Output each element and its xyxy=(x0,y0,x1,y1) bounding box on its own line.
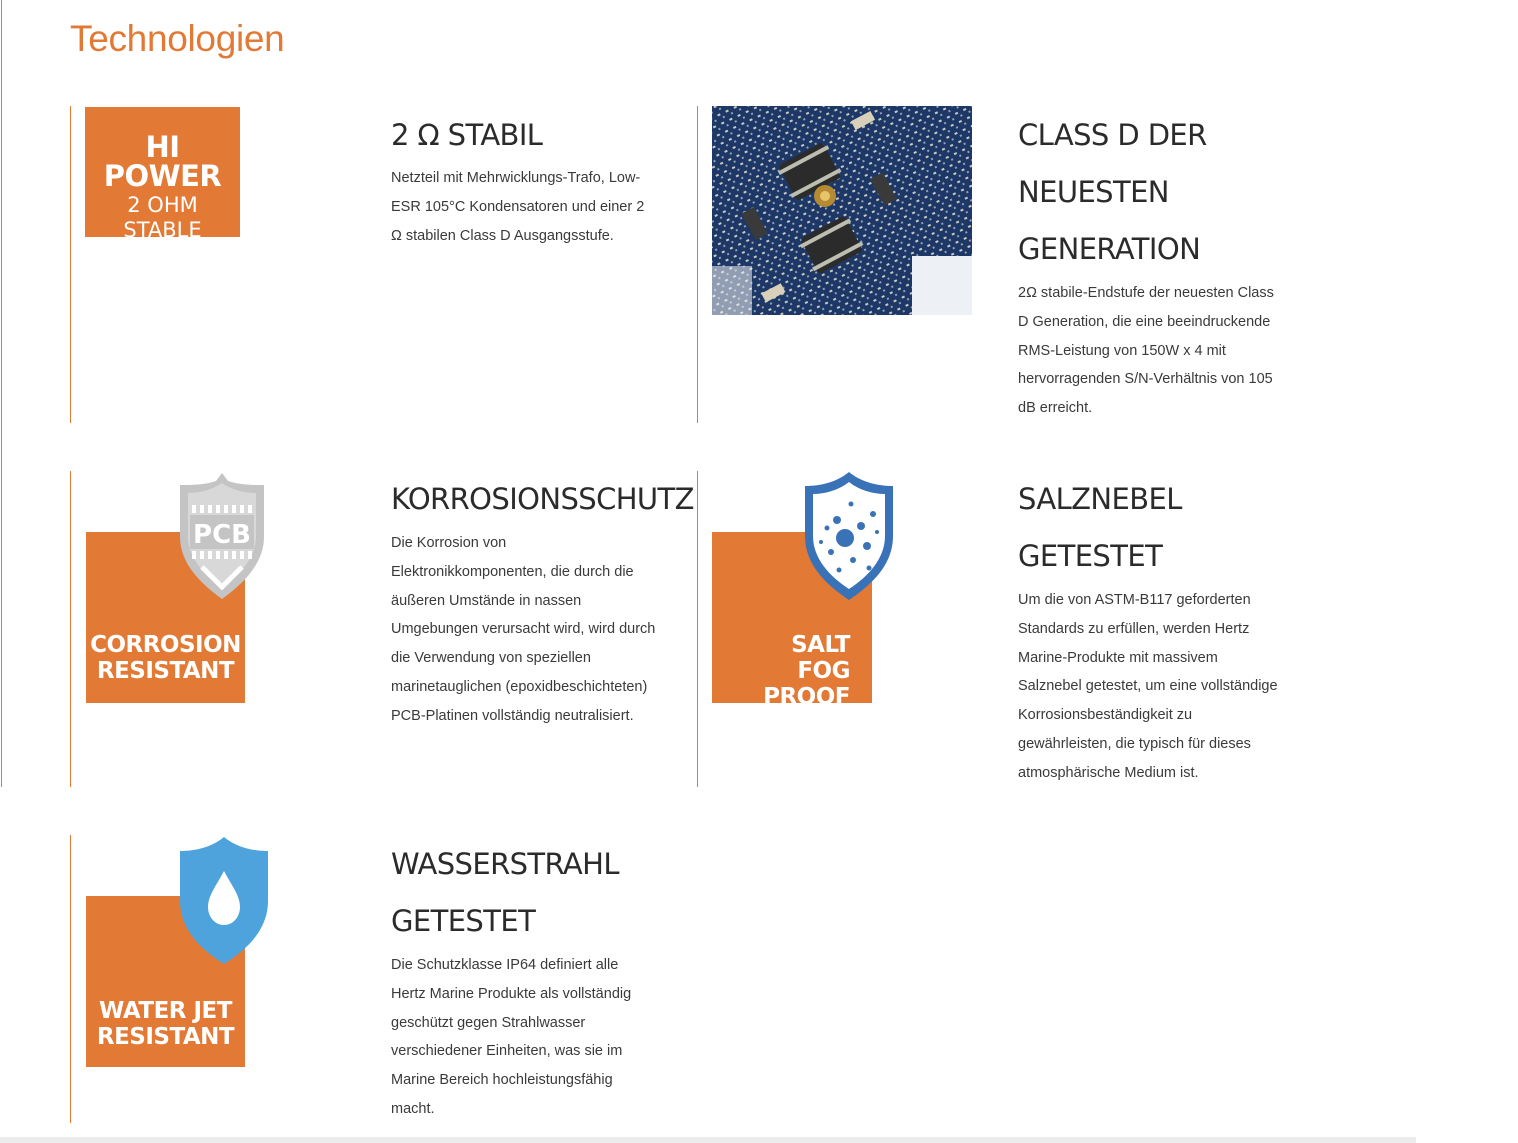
badge-title: CORROSION xyxy=(90,632,241,658)
feature-text: 2Ω stabile-Endstufe der neuesten Class D Generation, die eine beeindruckende RMS-Leistung von 150W x 4 mit hervorragenden S/N-Verhältnis von 105 dB erreicht. xyxy=(1018,285,1274,417)
salt-fog-shield-icon xyxy=(803,470,895,602)
divider-line xyxy=(697,106,698,423)
page-edge-line xyxy=(1,0,2,787)
feature-text: Netzteil mit Mehrwicklungs-Trafo, Low-ESR 105°C Kondensatoren und einer 2 Ω stabilen Class D Ausgangsstufe. xyxy=(391,170,645,244)
divider-line xyxy=(70,835,71,1123)
badge-subtitle: PROOF xyxy=(763,684,850,710)
divider-line xyxy=(70,471,71,787)
hi-power-badge xyxy=(85,107,240,242)
pcb-shield-icon xyxy=(176,471,268,601)
badge-title: HI POWER xyxy=(103,130,222,193)
divider-line xyxy=(70,106,71,423)
feature-title: 2 Ω STABIL xyxy=(391,118,543,152)
badge-subtitle: RESISTANT xyxy=(96,658,235,684)
divider-line xyxy=(697,471,698,787)
feature-title: SALZNEBEL GETESTET xyxy=(1018,482,1182,573)
feature-text: Die Korrosion von Elektronikkomponenten, die durch die äußeren Umstände in nassen Umgebungen verursacht wird, wird durch die Verwendung von speziellen marinetauglichen (epoxidbeschichteten) PCB-Platinen vollständig neutralisiert. xyxy=(391,535,656,724)
badge-subtitle: STABLE xyxy=(123,218,202,242)
circuit-board-image xyxy=(712,106,972,315)
feature-text: Um die von ASTM-B117 geforderten Standards zu erfüllen, werden Hertz Marine-Produkte mit massivem Salznebel getestet, um eine vollständige Korrosionsbeständigkeit zu gewährleisten, die typisch für dieses atmosphärische Medium ist. xyxy=(1018,592,1278,781)
feature-title: KORROSIONSSCHUTZ xyxy=(391,482,694,516)
page-title: Technologien xyxy=(70,18,285,59)
feature-text: Die Schutzklasse IP64 definiert alle Hertz Marine Produkte als vollständig geschützt gegen Strahlwasser verschiedener Einheiten, was sie im Marine Bereich hochleistungsfähig macht. xyxy=(391,957,632,1117)
feature-title: WASSERSTRAHL GETESTET xyxy=(391,847,619,938)
water-drop-shield-icon xyxy=(178,835,270,966)
badge-title: SALT FOG xyxy=(791,632,850,684)
circuit-board-graphic xyxy=(712,106,972,315)
pcb-icon-label: PCB xyxy=(193,520,251,550)
feature-title: CLASS D DER NEUESTEN GENERATION xyxy=(1018,118,1207,266)
bottom-strip xyxy=(0,1137,1416,1143)
badge-subtitle: 2 OHM xyxy=(127,193,198,217)
badge-subtitle: RESISTANT xyxy=(96,1024,235,1050)
badge-title: WATER JET xyxy=(99,998,232,1024)
